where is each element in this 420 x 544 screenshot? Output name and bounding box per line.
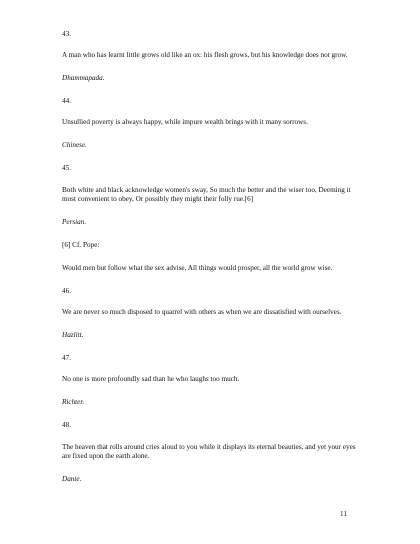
quote-source: Dante. <box>62 475 82 484</box>
footnote-text: Would men but follow what the sex advise, All things would prosper, all the world grow wise. <box>62 264 333 273</box>
entry-number: 44. <box>62 97 71 106</box>
page-body <box>62 30 362 498</box>
entry-number: 46. <box>62 287 71 296</box>
quote-text: The heaven that rolls around cries aloud to you while it displays its eternal beauties, and yet your eyes are fixed upon the earth alone. <box>62 442 356 461</box>
quote-text: Both white and black acknowledge women's sway, So much the better and the wiser too, Deeming it most convenient to obey, Or possibly they might their folly rue.[6] <box>62 185 351 204</box>
quote-text: Unsullied poverty is always happy, while impure wealth brings with it many sorrows. <box>62 118 308 127</box>
footnote-reference: [6] Cf. Pope: <box>62 241 100 250</box>
quote-text: No one is more profoundly sad than he who laughs too much. <box>62 375 240 384</box>
entry-number: 43. <box>62 30 71 38</box>
quote-text: A man who has learnt little grows old like an ox: his flesh grows, but his knowledge does not grow. <box>62 51 348 60</box>
entry-number: 47. <box>62 354 71 363</box>
quote-source: Hazlitt. <box>62 331 84 340</box>
quote-source: Dhammapada. <box>62 74 105 83</box>
quote-text: We are never so much disposed to quarrel with others as when we are dissatisfied with ourselves. <box>62 308 342 317</box>
quote-source: Persian. <box>62 218 87 227</box>
entry-number: 45. <box>62 164 71 173</box>
page-number: 11 <box>340 510 347 518</box>
quote-source: Richter. <box>62 398 85 407</box>
entry-number: 48. <box>62 421 71 430</box>
quote-source: Chinese. <box>62 141 87 150</box>
